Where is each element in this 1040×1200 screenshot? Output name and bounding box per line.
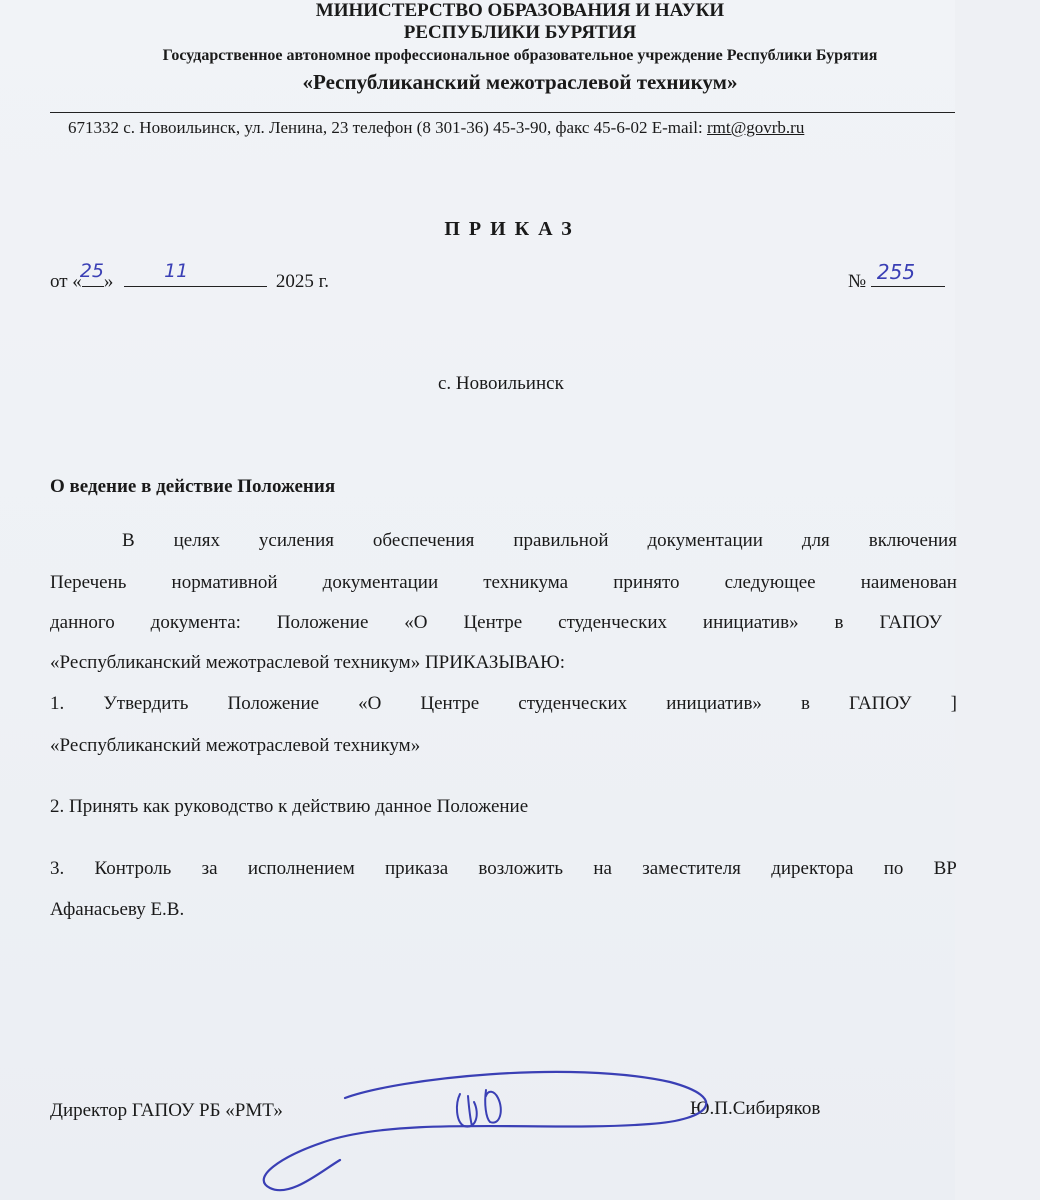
number-prefix: № <box>848 271 867 292</box>
order-subject: О ведение в действие Положения <box>50 476 336 497</box>
order-date <box>50 260 329 293</box>
word: ] <box>950 693 957 714</box>
handwritten-signature <box>250 1060 730 1200</box>
word: 3. <box>50 858 65 879</box>
paragraph-line <box>122 530 957 552</box>
word: 1. <box>50 693 65 714</box>
word: Положение <box>227 693 320 714</box>
word: Утвердить <box>103 693 189 714</box>
word: документа: <box>150 612 241 633</box>
day-blank <box>79 260 104 287</box>
month-blank <box>124 260 267 287</box>
word: по <box>883 858 904 879</box>
word: ГАПОУ <box>879 612 942 633</box>
paragraph-line <box>50 572 957 594</box>
institution-name: «Республиканский межотраслевой техникум» <box>302 70 738 94</box>
word: принято <box>613 572 680 593</box>
word: исполнением <box>247 858 355 879</box>
word: данного <box>50 612 115 633</box>
list-item-line <box>50 858 957 880</box>
word: правильной <box>513 530 609 551</box>
word: наименован <box>860 572 957 593</box>
republic-heading: РЕСПУБЛИКИ БУРЯТИЯ <box>403 22 637 43</box>
order-title: ПРИКАЗ <box>444 218 581 240</box>
word: Контроль <box>94 858 172 879</box>
ministry-heading: МИНИСТЕРСТВО ОБРАЗОВАНИЯ И НАУКИ <box>315 0 725 21</box>
word: усиления <box>258 530 334 551</box>
word: следующее <box>724 572 816 593</box>
word: директора <box>771 858 854 879</box>
date-prefix: от « <box>50 271 82 292</box>
word: «О <box>358 693 382 714</box>
word: ВР <box>933 858 957 879</box>
word: техникума <box>483 572 569 593</box>
list-item-line <box>50 693 957 715</box>
list-item-line: Афанасьеву Е.В. <box>50 899 185 920</box>
word: Центре <box>463 612 523 633</box>
date-mid: » <box>103 271 114 292</box>
word: ГАПОУ <box>849 693 912 714</box>
word: целях <box>173 530 220 551</box>
word: в <box>800 693 810 714</box>
date-year: 2025 г. <box>275 271 329 292</box>
word: инициатив» <box>666 693 762 714</box>
word: В <box>122 530 135 551</box>
word: инициатив» <box>702 612 799 633</box>
word: Перечень <box>50 572 127 593</box>
director-position: Директор ГАПОУ РБ «РМТ» <box>50 1100 283 1121</box>
word: для <box>801 530 830 551</box>
word: нормативной <box>171 572 278 593</box>
number-blank <box>871 260 945 287</box>
handwritten-month: 11 <box>164 260 189 282</box>
order-city: с. Новоильинск <box>438 373 564 394</box>
order-number <box>848 260 945 293</box>
paragraph-line <box>50 612 942 634</box>
word: включения <box>868 530 957 551</box>
email-link[interactable]: rmt@govrb.ru <box>706 118 805 137</box>
word: документации <box>322 572 439 593</box>
word: приказа <box>385 858 449 879</box>
address-text: 671332 с. Новоильинск, ул. Ленина, 23 телефон (8 301-36) 45-3-90, факс 45-6-02 E-mail: <box>68 118 703 137</box>
director-name: Ю.П.Сибиряков <box>690 1098 821 1119</box>
word: «О <box>404 612 428 633</box>
word: обеспечения <box>372 530 475 551</box>
list-item: 2. Принять как руководство к действию данное Положение <box>50 796 529 817</box>
word: на <box>593 858 612 879</box>
word: студенческих <box>558 612 667 633</box>
word: заместителя <box>642 858 741 879</box>
list-item-line: «Республиканский межотраслевой техникум» <box>50 735 421 756</box>
handwritten-day: 25 <box>79 260 104 282</box>
word: возложить <box>478 858 564 879</box>
word: в <box>834 612 844 633</box>
paragraph-line: «Республиканский межотраслевой техникум» ПРИКАЗЫВАЮ: <box>50 652 565 673</box>
word: студенческих <box>518 693 628 714</box>
word: за <box>201 858 218 879</box>
word: документации <box>647 530 763 551</box>
handwritten-number: 255 <box>876 260 916 284</box>
header-divider <box>50 112 955 113</box>
word: Центре <box>420 693 480 714</box>
word: Положение <box>276 612 369 633</box>
address-line <box>68 118 804 138</box>
institution-type: Государственное автономное профессиональное образовательное учреждение Республики Бурятия <box>162 47 878 64</box>
